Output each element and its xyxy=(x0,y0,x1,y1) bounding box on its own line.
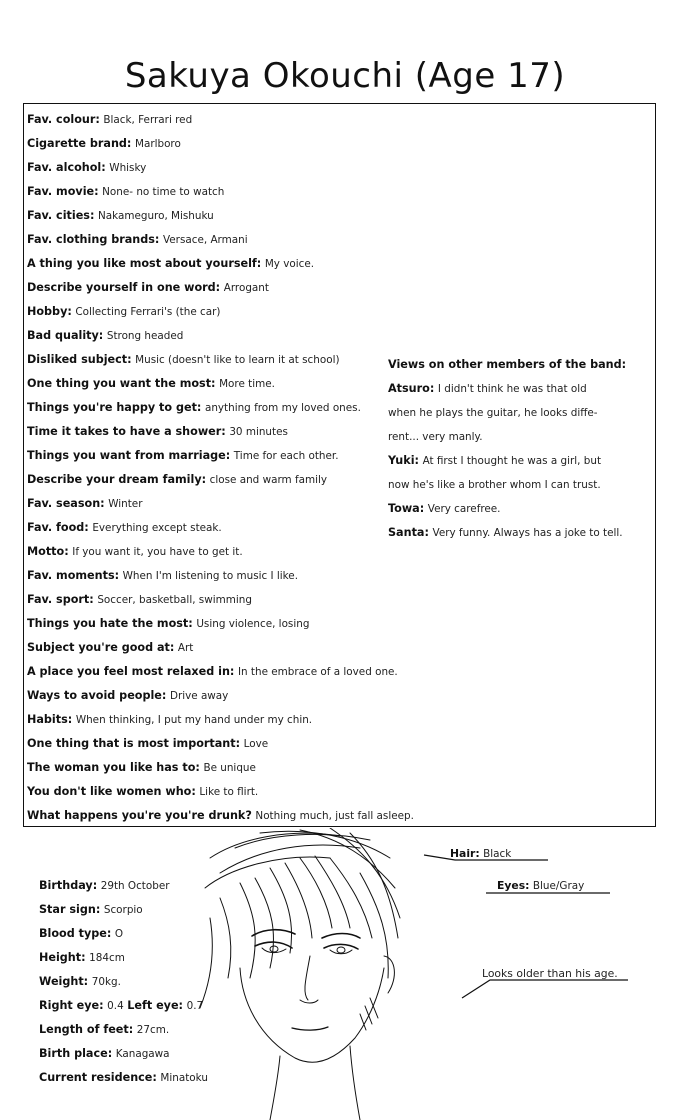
profile-item-value: When I'm listening to music I like. xyxy=(122,570,298,582)
band-view-label: Yuki: xyxy=(388,454,419,467)
profile-item-label: Subject you're good at: xyxy=(27,641,175,654)
stat-label: Birthday: xyxy=(39,879,98,892)
stat-row xyxy=(39,970,239,994)
profile-item-label: The woman you like has to: xyxy=(27,761,200,774)
stat-value: Minatoku xyxy=(160,1072,208,1084)
band-view-row xyxy=(388,521,648,545)
profile-item-value: Winter xyxy=(108,498,143,510)
stat-row xyxy=(39,922,239,946)
profile-item-value: Art xyxy=(177,642,194,654)
profile-item-row xyxy=(27,780,487,804)
stat-value: Kanagawa xyxy=(115,1048,170,1060)
age-note: Looks older than his age. xyxy=(482,967,618,980)
profile-item-value: Marlboro xyxy=(134,138,181,150)
profile-item-row xyxy=(27,684,487,708)
stat-label-2: Left eye: xyxy=(127,999,184,1012)
profile-item-value: In the embrace of a loved one. xyxy=(237,666,398,678)
profile-item-value: More time. xyxy=(219,378,275,390)
profile-item-label: Habits: xyxy=(27,713,73,726)
profile-item-value: Black, Ferrari red xyxy=(103,114,193,126)
profile-item-row xyxy=(27,252,487,276)
profile-item-label: Things you hate the most: xyxy=(27,617,193,630)
profile-item-row xyxy=(27,708,487,732)
band-view-label: Atsuro: xyxy=(388,382,435,395)
eyes-annotation xyxy=(497,879,584,892)
stat-label: Star sign: xyxy=(39,903,101,916)
stat-row xyxy=(39,898,239,922)
band-view-row xyxy=(388,401,648,425)
profile-item-row xyxy=(27,804,487,828)
profile-item-label: Fav. food: xyxy=(27,521,89,534)
hair-value: Black xyxy=(483,848,512,860)
profile-item-value: Music (doesn't like to learn it at school) xyxy=(135,354,340,366)
band-view-row xyxy=(388,497,648,521)
stat-value: 70kg. xyxy=(91,976,121,988)
profile-item-row xyxy=(27,588,487,612)
profile-item-label: Fav. cities: xyxy=(27,209,95,222)
stat-row xyxy=(39,946,239,970)
profile-item-label: Fav. clothing brands: xyxy=(27,233,160,246)
band-view-value: when he plays the guitar, he looks diffe- xyxy=(388,407,598,419)
profile-item-row xyxy=(27,660,487,684)
profile-item-row xyxy=(27,732,487,756)
stat-row xyxy=(39,874,239,898)
profile-item-label: Fav. alcohol: xyxy=(27,161,106,174)
stat-value-2: 0.7 xyxy=(186,1000,204,1012)
stat-label: Height: xyxy=(39,951,86,964)
stat-value: 29th October xyxy=(100,880,170,892)
band-views-heading: Views on other members of the band: xyxy=(388,358,627,371)
profile-item-value: Arrogant xyxy=(223,282,269,294)
profile-item-label: Fav. movie: xyxy=(27,185,99,198)
band-view-row xyxy=(388,377,648,401)
profile-item-value: My voice. xyxy=(264,258,315,270)
profile-item-label: Describe your dream family: xyxy=(27,473,207,486)
profile-item-value: Love xyxy=(243,738,269,750)
profile-item-row xyxy=(27,180,487,204)
profile-item-label: A thing you like most about yourself: xyxy=(27,257,262,270)
profile-item-label: Fav. colour: xyxy=(27,113,100,126)
profile-item-value: Like to flirt. xyxy=(199,786,259,798)
profile-item-label: Hobby: xyxy=(27,305,72,318)
stat-value: O xyxy=(114,928,124,940)
profile-item-value: Time for each other. xyxy=(233,450,339,462)
profile-item-row xyxy=(27,300,487,324)
band-view-label: Towa: xyxy=(388,502,425,515)
profile-item-row xyxy=(27,636,487,660)
stat-row xyxy=(39,1066,239,1090)
profile-item-label: Describe yourself in one word: xyxy=(27,281,221,294)
profile-item-row xyxy=(27,612,487,636)
profile-item-label: Time it takes to have a shower: xyxy=(27,425,226,438)
stat-value: 27cm. xyxy=(136,1024,170,1036)
profile-item-row xyxy=(27,276,487,300)
stat-value: 0.4 xyxy=(107,1000,124,1012)
profile-item-value: anything from my loved ones. xyxy=(204,402,361,414)
profile-item-value: When thinking, I put my hand under my chin. xyxy=(75,714,313,726)
profile-item-label: One thing that is most important: xyxy=(27,737,241,750)
profile-item-label: What happens you're you're drunk? xyxy=(27,809,252,822)
hair-annotation xyxy=(450,847,511,860)
profile-item-value: Using violence, losing xyxy=(196,618,310,630)
stat-label: Birth place: xyxy=(39,1047,113,1060)
band-view-label: Santa: xyxy=(388,526,429,539)
stat-row xyxy=(39,1042,239,1066)
profile-item-row xyxy=(27,204,487,228)
profile-item-value: None- no time to watch xyxy=(102,186,225,198)
profile-item-value: close and warm family xyxy=(209,474,328,486)
stat-value: Scorpio xyxy=(103,904,143,916)
profile-item-value: If you want it, you have to get it. xyxy=(72,546,243,558)
profile-item-value: Versace, Armani xyxy=(162,234,248,246)
profile-item-row xyxy=(27,228,487,252)
profile-item-value: Everything except steak. xyxy=(92,522,222,534)
profile-item-row xyxy=(27,108,487,132)
profile-item-value: Drive away xyxy=(169,690,229,702)
profile-item-row xyxy=(27,324,487,348)
hair-label: Hair: xyxy=(450,847,480,860)
band-view-value: Very funny. Always has a joke to tell. xyxy=(432,527,623,539)
eyes-label: Eyes: xyxy=(497,879,530,892)
profile-item-row xyxy=(27,756,487,780)
profile-item-label: Things you're happy to get: xyxy=(27,401,202,414)
band-view-value: I didn't think he was that old xyxy=(437,383,587,395)
stat-label: Length of feet: xyxy=(39,1023,134,1036)
stat-label: Right eye: xyxy=(39,999,104,1012)
profile-item-label: You don't like women who: xyxy=(27,785,196,798)
profile-item-value: Be unique xyxy=(203,762,256,774)
stat-row xyxy=(39,1018,239,1042)
profile-item-label: Bad quality: xyxy=(27,329,104,342)
profile-item-label: Fav. season: xyxy=(27,497,105,510)
profile-item-label: Motto: xyxy=(27,545,69,558)
band-view-row xyxy=(388,473,648,497)
profile-item-value: Nakameguro, Mishuku xyxy=(98,210,214,222)
profile-item-label: Cigarette brand: xyxy=(27,137,132,150)
profile-item-label: Disliked subject: xyxy=(27,353,132,366)
band-view-value: At first I thought he was a girl, but xyxy=(422,455,602,467)
band-view-value: rent... very manly. xyxy=(388,431,483,443)
band-views-lines xyxy=(388,377,648,545)
page-title: Sakuya Okouchi (Age 17) xyxy=(124,56,566,96)
eyes-value: Blue/Gray xyxy=(532,880,585,892)
profile-item-label: Things you want from marriage: xyxy=(27,449,231,462)
band-view-row xyxy=(388,449,648,473)
profile-item-label: Ways to avoid people: xyxy=(27,689,167,702)
profile-item-label: Fav. sport: xyxy=(27,593,94,606)
profile-item-value: 30 minutes xyxy=(229,426,288,438)
band-view-row xyxy=(388,425,648,449)
stat-label: Blood type: xyxy=(39,927,112,940)
profile-item-value: Strong headed xyxy=(106,330,184,342)
profile-item-label: Fav. moments: xyxy=(27,569,120,582)
profile-item-label: One thing you want the most: xyxy=(27,377,216,390)
profile-item-value: Collecting Ferrari's (the car) xyxy=(75,306,221,318)
profile-item-row xyxy=(27,132,487,156)
stat-value: 184cm xyxy=(89,952,125,964)
profile-item-row xyxy=(27,156,487,180)
profile-item-value: Soccer, basketball, swimming xyxy=(97,594,252,606)
band-view-value: Very carefree. xyxy=(427,503,501,515)
profile-item-row xyxy=(27,564,487,588)
stats-list xyxy=(39,874,239,1090)
band-view-value: now he's like a brother whom I can trust. xyxy=(388,479,601,491)
profile-item-value: Nothing much, just fall asleep. xyxy=(255,810,414,822)
stat-row xyxy=(39,994,239,1018)
profile-item-value: Whisky xyxy=(109,162,147,174)
band-views xyxy=(388,353,648,545)
profile-item-label: A place you feel most relaxed in: xyxy=(27,665,235,678)
stat-label: Weight: xyxy=(39,975,89,988)
stat-label: Current residence: xyxy=(39,1071,157,1084)
